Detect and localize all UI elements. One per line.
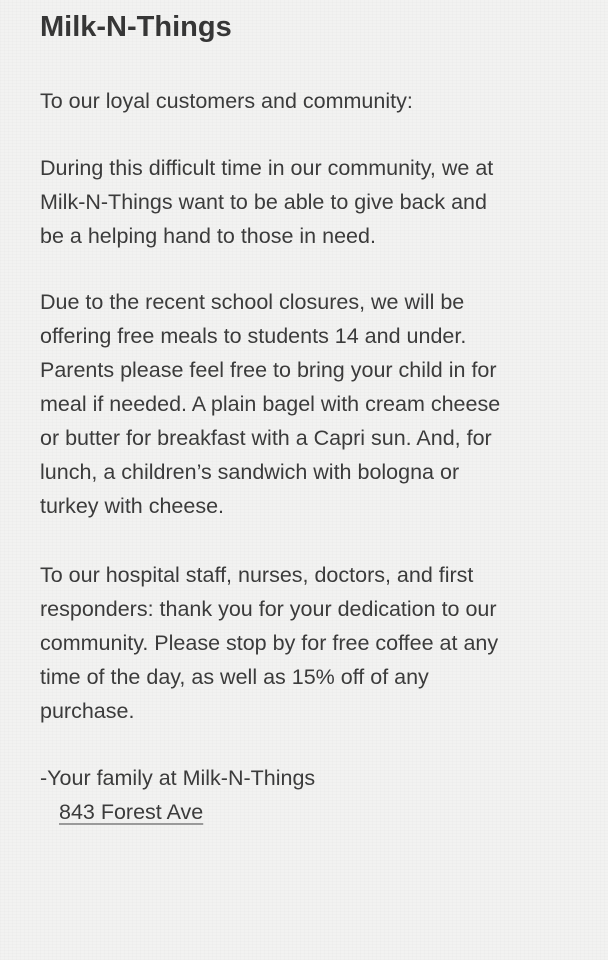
text-line: -Your family at Milk-N-Things: [40, 766, 316, 790]
text-line: Milk-N-Things want to be able to give back and: [40, 190, 487, 214]
address-link[interactable]: 843 Forest Ave: [59, 800, 204, 824]
text-line: meal if needed. A plain bagel with cream cheese: [40, 392, 501, 416]
text-line: Due to the recent school closures, we will be: [40, 290, 465, 314]
text-line: During this difficult time in our community, we at: [40, 156, 494, 180]
text-line: responders: thank you for your dedication to our: [40, 597, 497, 621]
text-line: offering free meals to students 14 and under.: [40, 324, 467, 348]
text-line: or butter for breakfast with a Capri sun. And, for: [40, 426, 492, 450]
intro-paragraph: [40, 151, 493, 253]
text-line: turkey with cheese.: [40, 494, 225, 518]
text-line: community. Please stop by for free coffee at any: [40, 631, 499, 655]
text-line: purchase.: [40, 699, 135, 723]
text-line: time of the day, as well as 15% off of any: [40, 665, 429, 689]
meals-paragraph: [40, 285, 500, 523]
text-line: To our loyal customers and community:: [40, 89, 413, 113]
signature: [40, 761, 315, 795]
text-line: lunch, a children’s sandwich with bologna or: [40, 460, 460, 484]
text-line: Parents please feel free to bring your child in for: [40, 358, 497, 382]
responders-paragraph: [40, 558, 498, 728]
greeting-paragraph: [40, 84, 413, 118]
note-title: Milk-N-Things: [40, 11, 232, 43]
text-line: be a helping hand to those in need.: [40, 224, 376, 248]
text-line: To our hospital staff, nurses, doctors, and first: [40, 563, 474, 587]
